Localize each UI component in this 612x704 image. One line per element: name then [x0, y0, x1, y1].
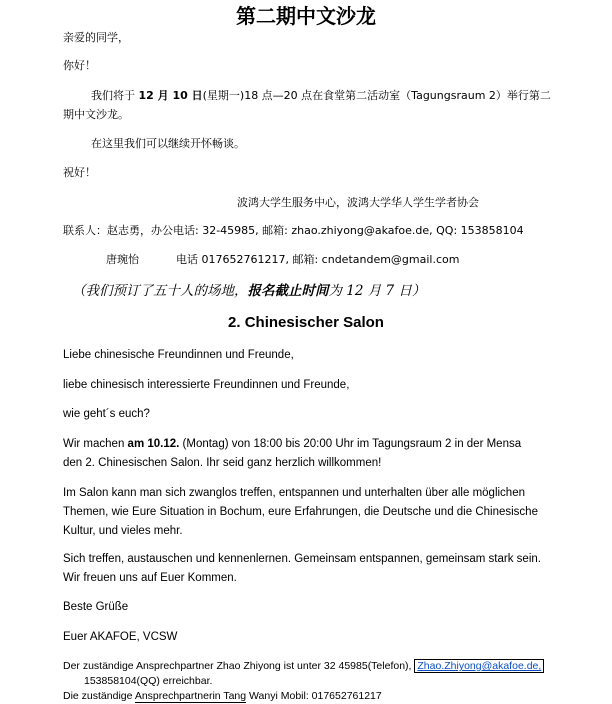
email-link-zhao[interactable]: Zhao.Zhiyong@akafoe.de, — [414, 659, 544, 673]
german-greeting-2: liebe chinesisch interessierte Freundinnen und Freunde, — [63, 379, 350, 391]
chinese-hello: 你好！ — [63, 59, 96, 72]
german-paragraph-3-line-2: Wir freuen uns auf Euer Kommen. — [63, 572, 237, 584]
chinese-organizers: 波鸿大学生服务中心，波鸿大学华人学生学者协会 — [237, 196, 479, 209]
chinese-p1-mid: (星期一)18 点—20 点在食堂第二活动室（Tagungsraum 2）举行第二 — [202, 89, 551, 102]
chinese-paragraph-1-line-2: 期中文沙龙。 — [63, 108, 129, 121]
german-closing: Beste Grüße — [63, 601, 129, 613]
chinese-contact-1-text: 赵志勇，办公电话: 32-45985, 邮箱: zhao.zhiyong@akafoe.de, QQ: 153858104 — [107, 224, 524, 237]
german-contact-2-post: Wanyi Mobil: 017652761217 — [246, 690, 382, 702]
german-p1-date: am 10.12. — [127, 438, 180, 450]
german-paragraph-2-line-3: Kultur, und vieles mehr. — [63, 525, 183, 537]
german-paragraph-3-line-1: Sich treffen, austauschen und kennenlernen. Gemeinsam entspannen, gemeinsam stark sein. — [63, 553, 541, 565]
chinese-contact-2-name: 唐琬怡 — [106, 253, 139, 266]
chinese-paragraph-1-line-1 — [91, 87, 551, 103]
german-paragraph-2-line-1: Im Salon kann man sich zwanglos treffen, entspannen und unterhalten über alle möglichen — [63, 487, 525, 499]
german-contact-2-underlined: Ansprechpartnerin Tang — [134, 690, 247, 702]
german-contact-2-pre: Die zuständige — [63, 690, 135, 702]
chinese-greeting: 亲爱的同学， — [63, 31, 129, 44]
chinese-contact-label: 联系人： — [63, 224, 107, 237]
chinese-contact-1 — [63, 222, 524, 238]
chinese-p1-pre: 我们将于 — [91, 89, 139, 102]
chinese-note-part-1: （我们预订了五十人的场地， — [72, 283, 248, 299]
german-greeting-1: Liebe chinesische Freundinnen und Freunde, — [63, 349, 294, 361]
german-contact-1 — [63, 659, 544, 673]
chinese-title: 第二期中文沙龙 — [236, 4, 376, 28]
german-paragraph-2-line-2: Themen, wie Eure Situation in Bochum, eure Erfahrungen, die Deutsche und die Chinesische — [63, 506, 538, 518]
german-signature: Euer AKAFOE, VCSW — [63, 631, 178, 643]
german-contact-1-line-2: 153858104(QQ) erreichbar. — [84, 675, 213, 687]
chinese-contact-2: 电话 017652761217, 邮箱: cndetandem@gmail.com — [176, 253, 460, 266]
german-p1-pre: Wir machen — [63, 438, 128, 450]
chinese-note-deadline: 报名截止时间 — [247, 283, 329, 299]
german-paragraph-1-line-1 — [63, 438, 521, 450]
chinese-note-part-2: 为 12 月 7 日） — [328, 283, 426, 299]
german-p1-post: (Montag) von 18:00 bis 20:00 Uhr im Tagungsraum 2 in der Mensa — [179, 438, 522, 450]
chinese-paragraph-2: 在这里我们可以继续开怀畅谈。 — [91, 137, 245, 150]
chinese-closing: 祝好！ — [63, 166, 96, 179]
chinese-p1-date: 12 月 10 日 — [138, 89, 203, 102]
german-contact-2 — [63, 690, 382, 702]
german-contact-1-text: Der zuständige Ansprechpartner Zhao Zhiyong ist unter 32 45985(Telefon), — [63, 660, 412, 672]
german-greeting-3: wie geht´s euch? — [63, 408, 150, 420]
german-title: 2. Chinesischer Salon — [228, 314, 384, 331]
german-paragraph-1-line-2: den 2. Chinesischen Salon. Ihr seid ganz herzlich willkommen! — [63, 457, 382, 469]
chinese-registration-note — [72, 279, 425, 299]
